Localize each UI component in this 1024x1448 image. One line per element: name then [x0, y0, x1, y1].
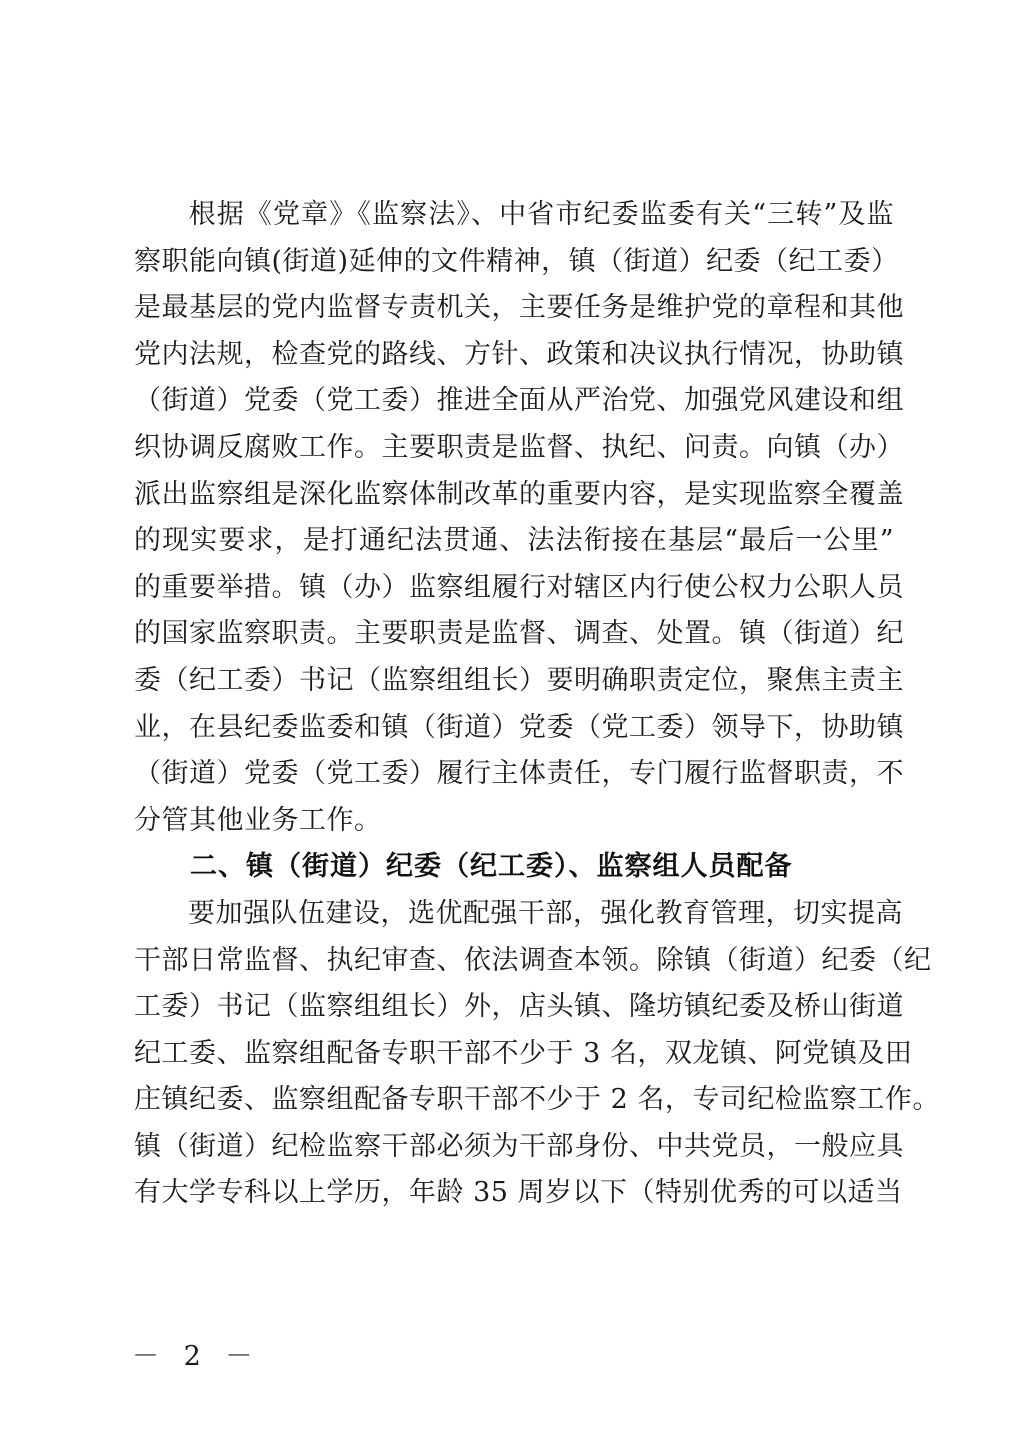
text-line-14: 分管其他业务工作。 — [134, 804, 382, 836]
text-line-16: 要加强队伍建设，选优配强干部，强化教育管理，切实提高 — [188, 897, 903, 929]
text-line-5: （街道）党委（党工委）推进全面从严治党、加强党风建设和组 — [134, 385, 904, 417]
text-line-19: 纪工委、监察组配备专职干部不少于 3 名，双龙镇、阿党镇及田 — [134, 1037, 913, 1069]
text-line-20: 庄镇纪委、监察组配备专职干部不少于 2 名，专司纪检监察工作。 — [134, 1084, 940, 1116]
text-line-paragraph-1-start — [134, 192, 894, 239]
text-line-10: 的国家监察职责。主要职责是监督、调查、处置。镇（街道）纪 — [134, 618, 904, 650]
text-line-11: 委（纪工委）书记（监察组组长）要明确职责定位，聚焦主责主 — [134, 664, 904, 696]
text-line-12: 业，在县纪委监委和镇（街道）党委（党工委）领导下，协助镇 — [134, 711, 904, 743]
page-number: － 2 － — [132, 1341, 261, 1372]
text-line-8: 的现实要求，是打通纪法贯通、法法衔接在基层“最后一公里” — [134, 525, 894, 557]
text-line-3: 是最基层的党内监督专责机关，主要任务是维护党的章程和其他 — [134, 292, 904, 324]
text-line-7: 派出监察组是深化监察体制改革的重要内容，是实现监察全覆盖 — [134, 478, 904, 510]
text-line-2: 察职能向镇(街道)延伸的文件精神，镇（街道）纪委（纪工委） — [134, 245, 899, 277]
text-line-17: 干部日常监督、执纪审查、依法调查本领。除镇（街道）纪委（纪 — [134, 944, 932, 976]
document-body — [134, 192, 940, 1217]
text-line-6: 织协调反腐败工作。主要职责是监督、执纪、问责。向镇（办） — [134, 431, 904, 463]
text-line-4: 党内法规，检查党的路线、方针、政策和决议执行情况，协助镇 — [134, 338, 904, 370]
text-line-18: 工委）书记（监察组组长）外，店头镇、隆坊镇纪委及桥山街道 — [134, 991, 904, 1023]
section-heading: 二、镇（街道）纪委（纪工委）、监察组人员配备 — [190, 851, 793, 883]
text-line-paragraph-2-start — [134, 891, 903, 938]
text-line-9: 的重要举措。镇（办）监察组履行对辖区内行使公权力公职人员 — [134, 571, 904, 603]
text-line-13: （街道）党委（党工委）履行主体责任，专门履行监督职责，不 — [134, 758, 904, 790]
text-line-22: 有大学专科以上学历，年龄 35 周岁以下（特别优秀的可以适当 — [134, 1177, 903, 1209]
text-line-21: 镇（街道）纪检监察干部必须为干部身份、中共党员，一般应具 — [134, 1130, 904, 1162]
text-line-1: 根据《党章》《监察法》、中省市纪委监委有关“三转”及监 — [188, 199, 894, 230]
